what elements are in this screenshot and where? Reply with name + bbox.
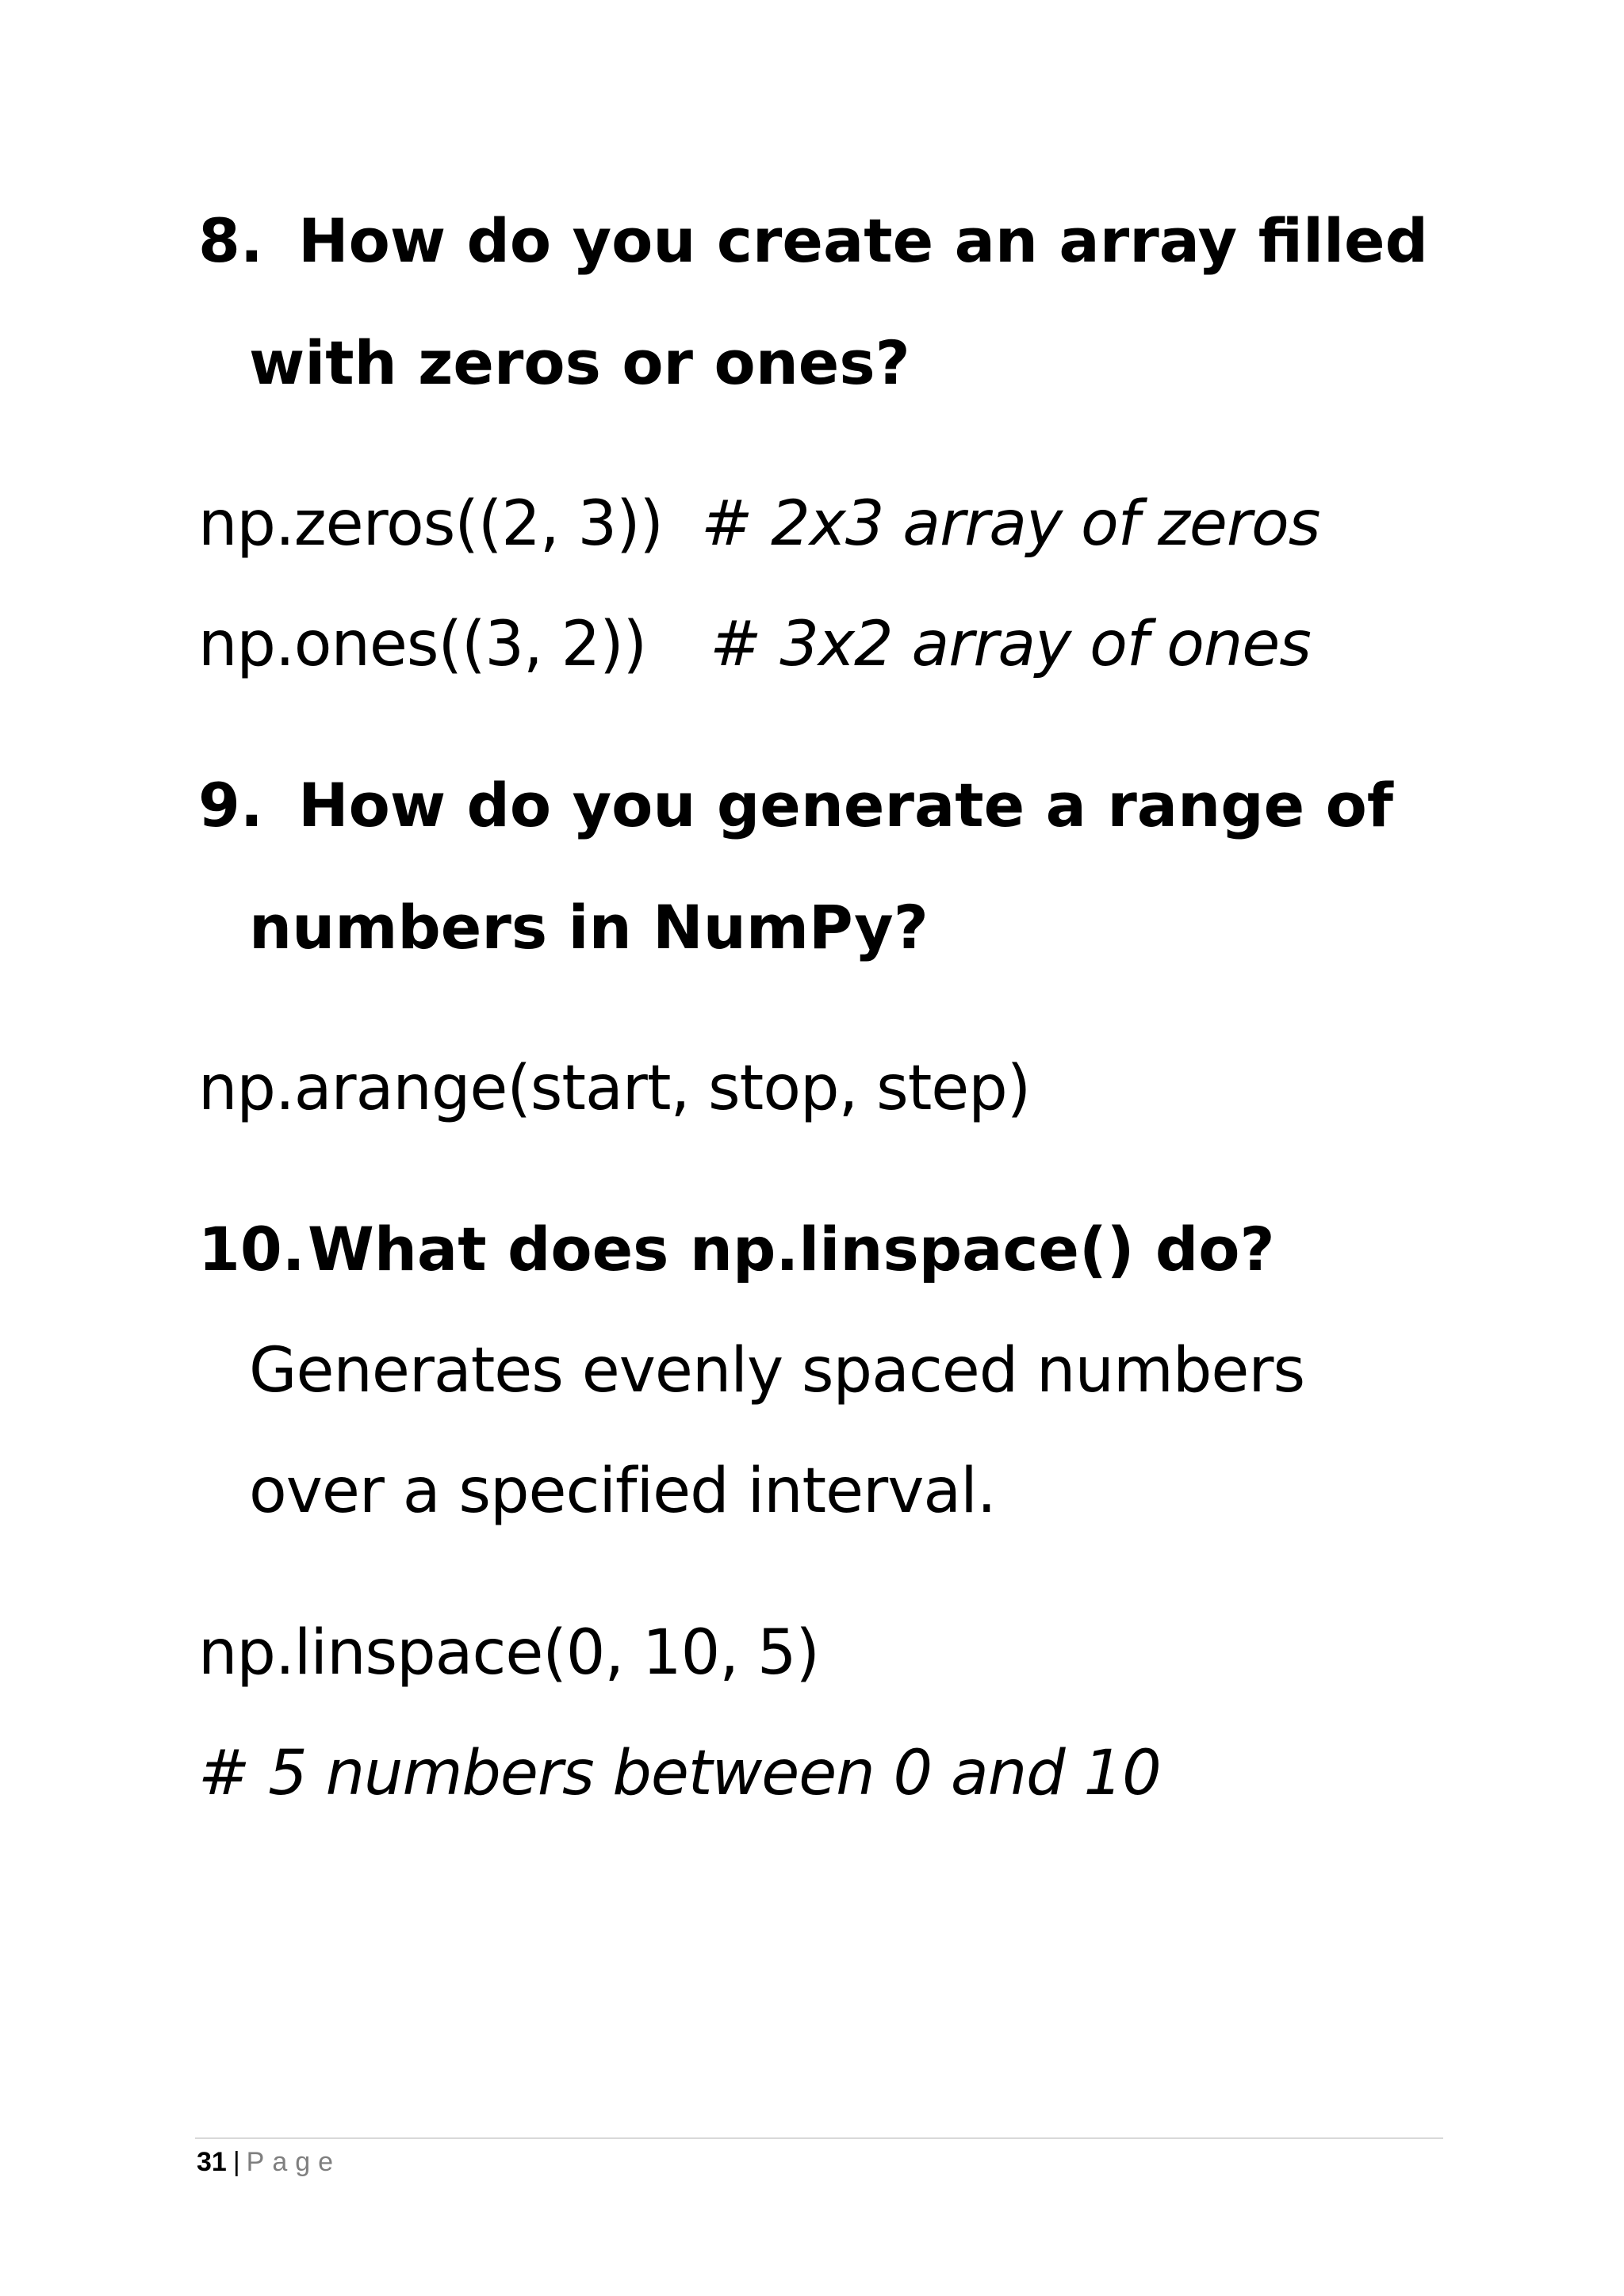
question-8-heading xyxy=(198,205,1451,276)
code-comment-line xyxy=(198,1738,1161,1809)
question-text-line-2: numbers in NumPy? xyxy=(249,892,929,962)
question-text-line-1: What does np.linspace() do? xyxy=(308,1214,1275,1284)
page-footer xyxy=(197,2146,341,2178)
page-label: Page xyxy=(246,2147,342,2177)
footer-divider xyxy=(195,2137,1443,2139)
code-text: np.zeros((2, 3)) xyxy=(198,488,663,560)
code-line: np.arange(start, stop, step) xyxy=(198,1053,1031,1124)
question-number: 10. xyxy=(198,1214,305,1284)
question-10-heading xyxy=(198,1214,1451,1284)
code-line: np.linspace(0, 10, 5) xyxy=(198,1617,819,1689)
code-comment: # 5 numbers between 0 and 10 xyxy=(198,1738,1161,1809)
page-number: 31 xyxy=(197,2147,227,2177)
footer-separator: | xyxy=(232,2147,240,2177)
answer-text-line-2: over a specified interval. xyxy=(249,1456,996,1527)
question-text-line-2: with zeros or ones? xyxy=(249,327,910,398)
question-9-heading xyxy=(198,770,1451,840)
code-comment: # 3x2 array of ones xyxy=(710,609,1311,680)
code-text: np.ones((3, 2)) xyxy=(198,609,647,680)
code-comment: # 2x3 array of zeros xyxy=(700,488,1320,560)
question-number: 8. xyxy=(198,205,263,276)
question-number: 9. xyxy=(198,770,263,840)
answer-text-line-1: Generates evenly spaced numbers xyxy=(249,1335,1305,1406)
code-line xyxy=(198,609,1311,680)
question-text-line-1: How do you generate a range of xyxy=(298,770,1393,840)
code-line xyxy=(198,488,1320,560)
question-text-line-1: How do you create an array filled xyxy=(298,205,1428,276)
